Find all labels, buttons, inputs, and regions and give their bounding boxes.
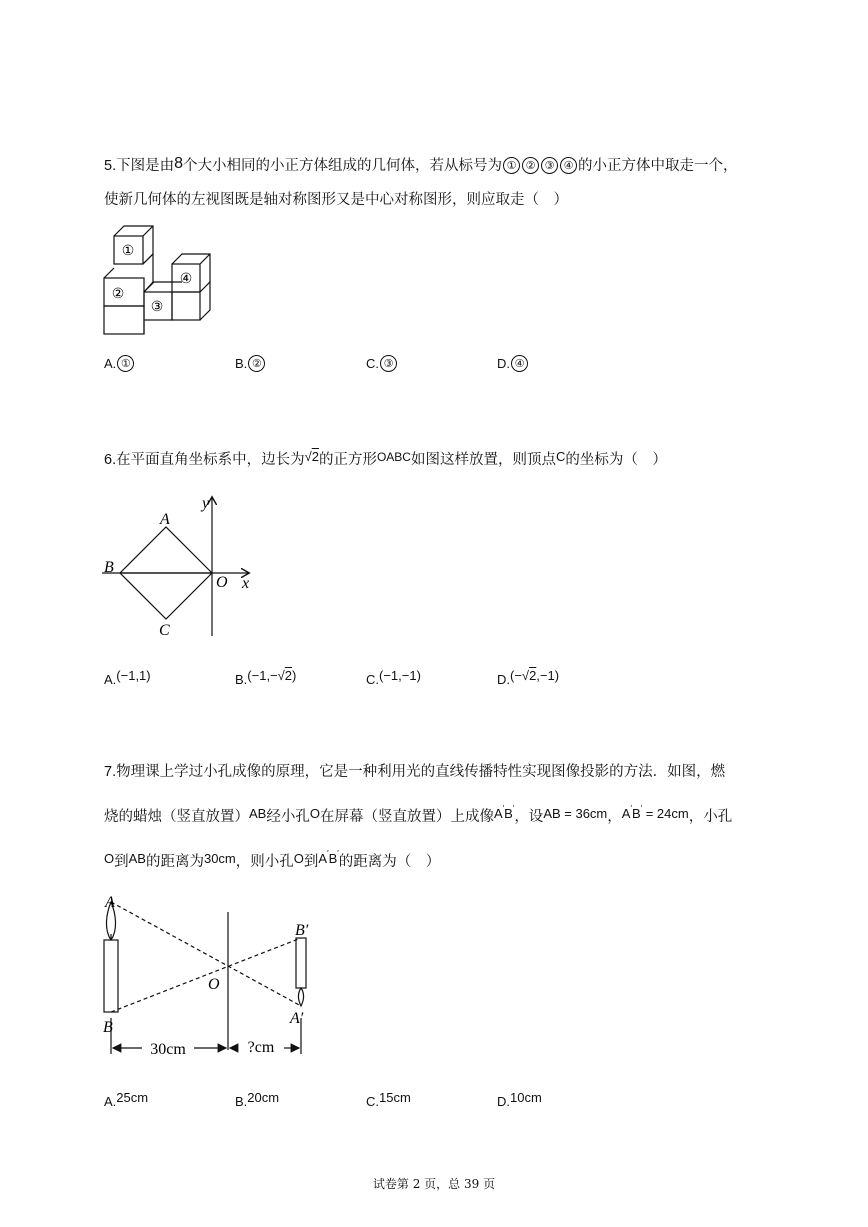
point-a-label: A: [160, 511, 170, 528]
label-1: ①: [503, 157, 520, 174]
q6-option-b[interactable]: B.(−1,−√2): [235, 668, 297, 687]
figure-label-1: ①: [121, 244, 135, 259]
q6-number: 6.: [104, 452, 117, 468]
y-axis-label: y: [202, 495, 210, 512]
q6-stem: 6.在平面直角坐标系中，边长为√2的正方形$^{OABC}$如图这样放置，则顶点C的坐标为（ ）: [104, 449, 667, 468]
q6-option-c[interactable]: C.(−1,−1): [366, 668, 421, 687]
q5-cube-figure: [98, 222, 218, 340]
q7-number: 7.: [104, 764, 117, 780]
figure-label-4: ④: [179, 272, 193, 287]
q5-option-b[interactable]: B. ②: [235, 355, 266, 372]
candle-top-label: A: [105, 894, 115, 911]
q6-option-d[interactable]: D.(−√2,−1): [497, 668, 560, 687]
q7-option-b[interactable]: B.20cm: [235, 1090, 280, 1109]
image-bottom-label: A′: [290, 1010, 304, 1027]
q7-option-c[interactable]: C.15cm: [366, 1090, 411, 1109]
pinhole-label: O: [208, 976, 220, 993]
distance-label-unknown: ?cm: [247, 1039, 275, 1056]
q5-count: 8: [174, 155, 183, 172]
q7-stem-line2: 烧的蜡烛（竖直放置）AB经小孔O在屏幕（竖直放置）上成像A′B′，设AB = 36cm，A′B′ = 24cm，小孔: [104, 804, 733, 825]
image-top-label: B′: [295, 922, 309, 939]
label-4: ④: [560, 157, 577, 174]
q7-option-d[interactable]: D.10cm: [497, 1090, 542, 1109]
q6-option-a[interactable]: A.(−1,1): [104, 668, 151, 687]
label-2: ②: [522, 157, 539, 174]
candle-bottom-label: B: [103, 1019, 113, 1036]
figure-label-2: ②: [111, 287, 125, 302]
q5-number: 5.: [104, 158, 117, 174]
x-axis-label: x: [242, 575, 250, 592]
origin-label: O: [216, 574, 228, 591]
point-c-label: C: [159, 622, 170, 639]
distance-label-30cm: 30cm: [150, 1041, 186, 1058]
q7-option-a[interactable]: A.25cm: [104, 1090, 149, 1109]
q5-stem-line1: 5.下图是由8个大小相同的小正方体组成的几何体，若从标号为 ① ② ③ ④ 的小正方体中取走一个，: [104, 155, 738, 174]
q5-stem-line2: 使新几何体的左视图既是轴对称图形又是中心对称图形，则应取走（ ）: [104, 192, 568, 208]
figure-label-3: ③: [150, 300, 164, 315]
label-3: ③: [541, 157, 558, 174]
point-b-label: B: [104, 559, 114, 576]
q5-option-a[interactable]: A. ①: [104, 355, 135, 372]
q5-option-d[interactable]: D. ④: [497, 355, 529, 372]
q7-pinhole-figure: [98, 890, 328, 1062]
q6-coordinate-figure: [98, 488, 268, 640]
q7-stem-line1: 7.物理课上学过小孔成像的原理，它是一种利用光的直线传播特性实现图像投影的方法．如图，燃: [104, 764, 726, 780]
q7-stem-line3: O到AB的距离为30cm，则小孔O到A′B′的距离为（ ）: [104, 849, 441, 870]
q5-option-c[interactable]: C. ③: [366, 355, 398, 372]
page-footer: 试卷第 2 页，总 39 页: [372, 1177, 496, 1191]
sqrt-2: √2: [304, 449, 319, 464]
